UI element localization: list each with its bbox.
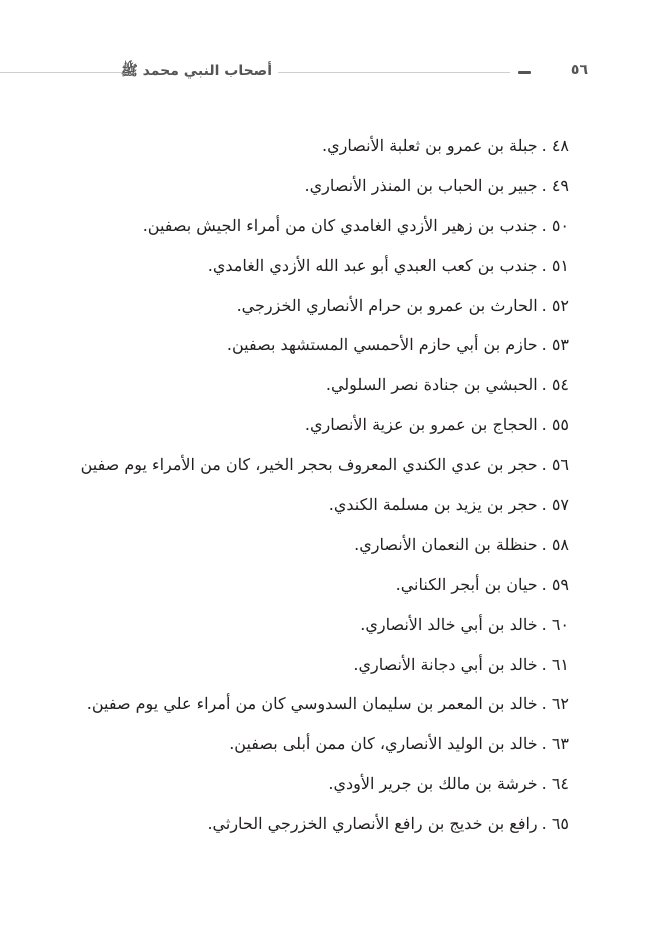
entry-text: خالد بن المعمر بن سليمان السدوسي كان من أمراء علي يوم صفين. [86,694,538,714]
page-number-dash [518,71,531,74]
entry-number: ٤٩ . [541,175,569,195]
entry-text: جندب بن كعب العبدي أبو عبد الله الأزدي الغامدي. [207,255,538,275]
entry-text: الحبشي بن جنادة نصر السلولي. [325,375,538,395]
entry-text: خالد بن أبي دجانة الأنصاري. [353,654,538,674]
entry-number: ٥٦ . [541,455,569,475]
entry-number: ٥٣ . [541,335,569,355]
list-item [69,206,569,246]
entry-text: رافع بن خديج بن رافع الأنصاري الخزرجي الحارثي. [207,814,538,834]
entry-text: جبير بن الحباب بن المنذر الأنصاري. [304,175,538,195]
entry-number: ٤٨ . [541,136,569,155]
entry-number: ٦٥ . [541,814,569,834]
page-number: ٥٦ [570,62,588,78]
entry-text: حجر بن يزيد بن مسلمة الكندي. [328,495,538,515]
entry-text: الحجاج بن عمرو بن عزية الأنصاري. [304,415,538,435]
entry-number: ٥٩ . [541,574,569,594]
entry-number: ٥٥ . [541,415,569,435]
list-item [69,246,569,286]
list-item [69,525,569,565]
entry-number: ٥٠ . [541,215,569,235]
header-rule-right [278,72,510,73]
list-item [69,325,569,365]
list-item [69,565,569,605]
list-item [69,684,569,724]
entry-text: خالد بن أبي خالد الأنصاري. [360,614,538,634]
entry-number: ٥٨ . [541,534,569,554]
entry-text: جبلة بن عمرو بن ثعلبة الأنصاري. [322,136,538,155]
entry-number: ٥١ . [541,255,569,275]
entry-text: الحارث بن عمرو بن حرام الأنصاري الخزرجي. [236,295,538,315]
entry-number: ٦٠ . [541,614,569,634]
companions-list [69,126,569,844]
running-header-title: أصحاب النبي محمد ﷺ [120,63,272,79]
entry-text: جندب بن زهير الأزدي الغامدي كان من أمراء الجيش بصفين. [142,215,538,235]
entry-text: خالد بن الوليد الأنصاري، كان ممن أبلى بصفين. [229,734,538,754]
list-item [69,804,569,844]
entry-number: ٦٢ . [541,694,569,714]
entry-text: حجر بن عدي الكندي المعروف بحجر الخير، كان من الأمراء يوم صفين [80,455,538,475]
entry-number: ٥٧ . [541,495,569,515]
list-item [69,645,569,685]
entry-text: حنظلة بن النعمان الأنصاري. [354,534,538,554]
list-item [69,445,569,485]
list-item [69,724,569,764]
entry-number: ٦٤ . [541,774,569,794]
entry-number: ٦١ . [541,654,569,674]
list-item [69,166,569,206]
list-item [69,605,569,645]
entry-text: حازم بن أبي حازم الأحمسي المستشهد بصفين. [226,335,538,355]
entry-number: ٥٤ . [541,375,569,395]
list-item [69,405,569,445]
list-item [69,485,569,525]
entry-number: ٥٢ . [541,295,569,315]
list-item [69,365,569,405]
header-rule-left [0,72,128,73]
list-item [69,764,569,804]
entry-text: حيان بن أبجر الكناني. [395,574,538,594]
list-item [69,286,569,326]
entry-text: خرشة بن مالك بن جرير الأودي. [328,774,538,794]
entry-number: ٦٣ . [541,734,569,754]
list-item [69,126,569,166]
